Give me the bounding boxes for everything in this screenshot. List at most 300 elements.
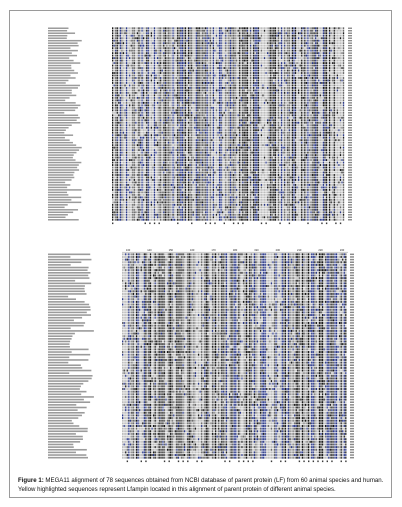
residue-cell [343,40,344,42]
residue-cell [143,65,144,67]
residue-cell [152,65,153,67]
residue-cell [231,55,232,57]
residue-cell [214,45,215,47]
residue-cell [225,45,226,47]
residue-cell [174,30,175,32]
residue-cell [221,82,222,84]
residue-cell [118,75,119,77]
residue-cell [228,45,229,47]
residue-cell [236,40,237,42]
residue-cell [238,87,239,89]
residue-cell [171,37,172,39]
residue-cell [214,77,215,79]
residue-cell [307,87,308,89]
residue-cell [238,67,239,69]
residue-cell [256,87,257,89]
residue-cell [300,32,301,34]
residue-cell [307,65,308,67]
residue-cell [275,107,276,109]
residue-cell [115,42,116,44]
residue-cell [253,72,254,74]
residue-cell [185,50,186,52]
residue-cell [270,102,271,104]
residue-cell [180,57,181,59]
residue-cell [196,82,197,84]
residue-cell [293,94,294,96]
residue-cell [261,104,262,106]
residue-cell [196,52,197,54]
residue-cell [228,107,229,109]
residue-cell [304,107,305,109]
residue-cell [239,104,240,106]
residue-cell [214,70,215,72]
residue-cell [159,42,160,44]
residue-cell [275,32,276,34]
residue-cell [259,107,260,109]
residue-cell [185,104,186,106]
residue-cell [149,65,150,67]
residue-cell [338,27,339,29]
residue-cell [152,94,153,96]
residue-cell [304,57,305,59]
residue-cell [221,57,222,59]
residue-cell [151,80,152,82]
residue-cell [137,94,138,96]
residue-cell [117,102,118,104]
residue-cell [338,35,339,37]
residue-cell [327,77,328,79]
residue-cell [180,55,181,57]
residue-cell [338,37,339,39]
residue-cell [185,75,186,77]
residue-cell [112,97,113,99]
residue-cell [205,99,206,101]
residue-cell [160,99,161,101]
residue-cell [293,60,294,62]
residue-cell [272,87,273,89]
residue-cell [286,102,287,104]
residue-cell [177,72,178,74]
residue-cell [225,104,226,106]
residue-cell [149,107,150,109]
residue-cell [194,77,195,79]
residue-cell [283,60,284,62]
residue-cell [334,94,335,96]
residue-cell [160,70,161,72]
residue-cell [222,94,223,96]
residue-cell [140,72,141,74]
residue-cell [298,27,299,29]
residue-cell [262,107,263,109]
residue-cell [241,72,242,74]
residue-cell [241,40,242,42]
residue-cell [264,27,265,29]
residue-cell [151,85,152,87]
residue-cell [318,94,319,96]
residue-cell [338,65,339,67]
residue-cell [200,60,201,62]
residue-cell [309,42,310,44]
residue-cell [205,94,206,96]
sequence-name-label [48,40,82,41]
residue-cell [199,77,200,79]
residue-cell [224,85,225,87]
residue-cell [129,80,130,82]
residue-cell [222,82,223,84]
residue-cell [248,52,249,54]
residue-cell [194,75,195,77]
residue-cell [202,70,203,72]
residue-cell [331,99,332,101]
residue-cell [267,97,268,99]
residue-cell [155,75,156,77]
residue-cell [310,92,311,94]
sequence-position-count [348,33,352,34]
residue-cell [239,50,240,52]
residue-cell [200,55,201,57]
residue-cell [273,72,274,74]
residue-cell [289,92,290,94]
residue-cell [224,57,225,59]
residue-cell [203,107,204,109]
residue-cell [309,80,310,82]
residue-cell [264,37,265,39]
residue-cell [262,72,263,74]
residue-cell [176,75,177,77]
residue-cell [149,85,150,87]
residue-cell [279,52,280,54]
residue-cell [317,77,318,79]
residue-cell [287,27,288,29]
residue-cell [182,99,183,101]
residue-cell [194,65,195,67]
residue-cell [255,94,256,96]
residue-cell [115,107,116,109]
residue-cell [306,94,307,96]
residue-cell [128,45,129,47]
residue-cell [121,42,122,44]
residue-cell [303,94,304,96]
residue-cell [310,42,311,44]
residue-cell [217,55,218,57]
residue-cell [132,40,133,42]
residue-cell [202,30,203,32]
residue-cell [126,77,127,79]
residue-cell [132,37,133,39]
residue-cell [112,72,113,74]
residue-cell [265,57,266,59]
residue-cell [283,89,284,91]
residue-cell [233,102,234,104]
residue-cell [157,80,158,82]
residue-cell [231,85,232,87]
residue-cell [289,40,290,42]
residue-cell [340,32,341,34]
residue-cell [332,77,333,79]
residue-cell [120,60,121,62]
residue-cell [138,89,139,91]
residue-cell [137,50,138,52]
residue-cell [338,42,339,44]
residue-cell [278,75,279,77]
residue-cell [234,99,235,101]
residue-cell [250,50,251,52]
residue-cell [259,75,260,77]
residue-cell [222,27,223,29]
residue-cell [256,62,257,64]
residue-cell [314,85,315,87]
residue-cell [200,57,201,59]
residue-cell [194,99,195,101]
residue-cell [131,45,132,47]
residue-cell [188,60,189,62]
residue-cell [310,62,311,64]
residue-cell [303,50,304,52]
residue-cell [193,72,194,74]
residue-cell [171,97,172,99]
residue-cell [157,35,158,37]
residue-cell [267,94,268,96]
residue-cell [293,45,294,47]
residue-cell [233,92,234,94]
residue-cell [283,35,284,37]
residue-cell [262,27,263,29]
residue-cell [239,72,240,74]
residue-cell [290,97,291,99]
residue-cell [281,42,282,44]
residue-cell [340,70,341,72]
residue-cell [128,92,129,94]
residue-cell [165,97,166,99]
residue-cell [190,87,191,89]
residue-cell [276,37,277,39]
residue-cell [207,87,208,89]
residue-cell [186,85,187,87]
residue-cell [120,67,121,69]
residue-cell [137,92,138,94]
residue-cell [281,65,282,67]
residue-cell [304,87,305,89]
residue-cell [123,99,124,101]
residue-cell [283,99,284,101]
residue-cell [197,80,198,82]
residue-cell [295,67,296,69]
residue-cell [286,72,287,74]
residue-cell [255,99,256,101]
residue-cell [335,82,336,84]
residue-cell [182,62,183,64]
residue-cell [286,97,287,99]
residue-cell [132,72,133,74]
residue-cell [303,65,304,67]
residue-cell [239,102,240,104]
residue-cell [239,47,240,49]
residue-cell [185,102,186,104]
residue-cell [138,30,139,32]
residue-cell [296,89,297,91]
residue-cell [236,50,237,52]
residue-cell [160,40,161,42]
residue-cell [129,45,130,47]
residue-cell [117,55,118,57]
residue-cell [326,60,327,62]
residue-cell [234,72,235,74]
residue-cell [148,52,149,54]
residue-cell [332,42,333,44]
residue-cell [186,72,187,74]
residue-cell [231,27,232,29]
residue-cell [304,72,305,74]
residue-cell [123,40,124,42]
residue-cell [289,37,290,39]
sequence-position-count [348,37,352,38]
residue-cell [137,77,138,79]
residue-cell [239,65,240,67]
residue-cell [321,87,322,89]
residue-cell [155,107,156,109]
residue-cell [262,62,263,64]
residue-cell [160,47,161,49]
residue-cell [317,89,318,91]
residue-cell [169,102,170,104]
residue-cell [334,45,335,47]
residue-cell [219,60,220,62]
residue-cell [320,65,321,67]
residue-cell [188,80,189,82]
residue-cell [210,52,211,54]
residue-cell [244,94,245,96]
residue-cell [224,102,225,104]
residue-cell [273,85,274,87]
residue-cell [194,67,195,69]
residue-cell [279,80,280,82]
residue-cell [309,62,310,64]
residue-cell [143,85,144,87]
residue-cell [332,72,333,74]
residue-cell [199,55,200,57]
residue-cell [202,94,203,96]
residue-cell [208,77,209,79]
residue-cell [337,97,338,99]
residue-cell [141,35,142,37]
residue-cell [186,42,187,44]
residue-cell [222,97,223,99]
residue-cell [255,102,256,104]
residue-cell [126,30,127,32]
residue-cell [143,32,144,34]
residue-cell [196,40,197,42]
residue-cell [296,94,297,96]
residue-cell [176,80,177,82]
residue-cell [179,40,180,42]
residue-cell [289,42,290,44]
residue-cell [155,94,156,96]
residue-cell [275,30,276,32]
residue-cell [132,60,133,62]
residue-cell [148,82,149,84]
residue-cell [203,62,204,64]
residue-cell [227,99,228,101]
residue-cell [208,47,209,49]
residue-cell [194,80,195,82]
residue-cell [278,32,279,34]
residue-cell [250,62,251,64]
residue-cell [269,40,270,42]
residue-cell [255,42,256,44]
residue-cell [160,65,161,67]
residue-cell [135,35,136,37]
residue-cell [262,99,263,101]
residue-cell [190,52,191,54]
residue-cell [242,82,243,84]
residue-cell [186,30,187,32]
residue-cell [309,47,310,49]
residue-cell [221,55,222,57]
residue-cell [258,55,259,57]
residue-cell [221,45,222,47]
residue-cell [276,97,277,99]
residue-cell [228,102,229,104]
residue-cell [244,97,245,99]
residue-cell [188,37,189,39]
residue-cell [303,102,304,104]
residue-cell [140,37,141,39]
residue-cell [334,52,335,54]
residue-cell [281,45,282,47]
residue-cell [317,99,318,101]
residue-cell [252,65,253,67]
residue-cell [131,47,132,49]
residue-cell [190,77,191,79]
residue-cell [207,27,208,29]
residue-cell [295,94,296,96]
residue-cell [129,27,130,29]
residue-cell [217,32,218,34]
residue-cell [250,42,251,44]
residue-cell [193,75,194,77]
residue-cell [242,72,243,74]
residue-cell [310,97,311,99]
residue-cell [137,45,138,47]
residue-cell [135,107,136,109]
residue-cell [230,70,231,72]
residue-cell [203,45,204,47]
residue-cell [211,60,212,62]
residue-cell [248,27,249,29]
residue-cell [217,50,218,52]
residue-cell [252,30,253,32]
residue-cell [341,60,342,62]
residue-cell [155,35,156,37]
residue-cell [126,27,127,29]
residue-cell [315,89,316,91]
residue-cell [141,55,142,57]
residue-cell [256,97,257,99]
residue-cell [306,32,307,34]
residue-cell [154,27,155,29]
residue-cell [233,80,234,82]
residue-cell [115,104,116,106]
residue-cell [231,32,232,34]
residue-cell [188,85,189,87]
residue-cell [304,30,305,32]
residue-cell [250,92,251,94]
residue-cell [261,35,262,37]
residue-cell [233,77,234,79]
residue-cell [126,35,127,37]
residue-cell [245,77,246,79]
residue-cell [331,27,332,29]
